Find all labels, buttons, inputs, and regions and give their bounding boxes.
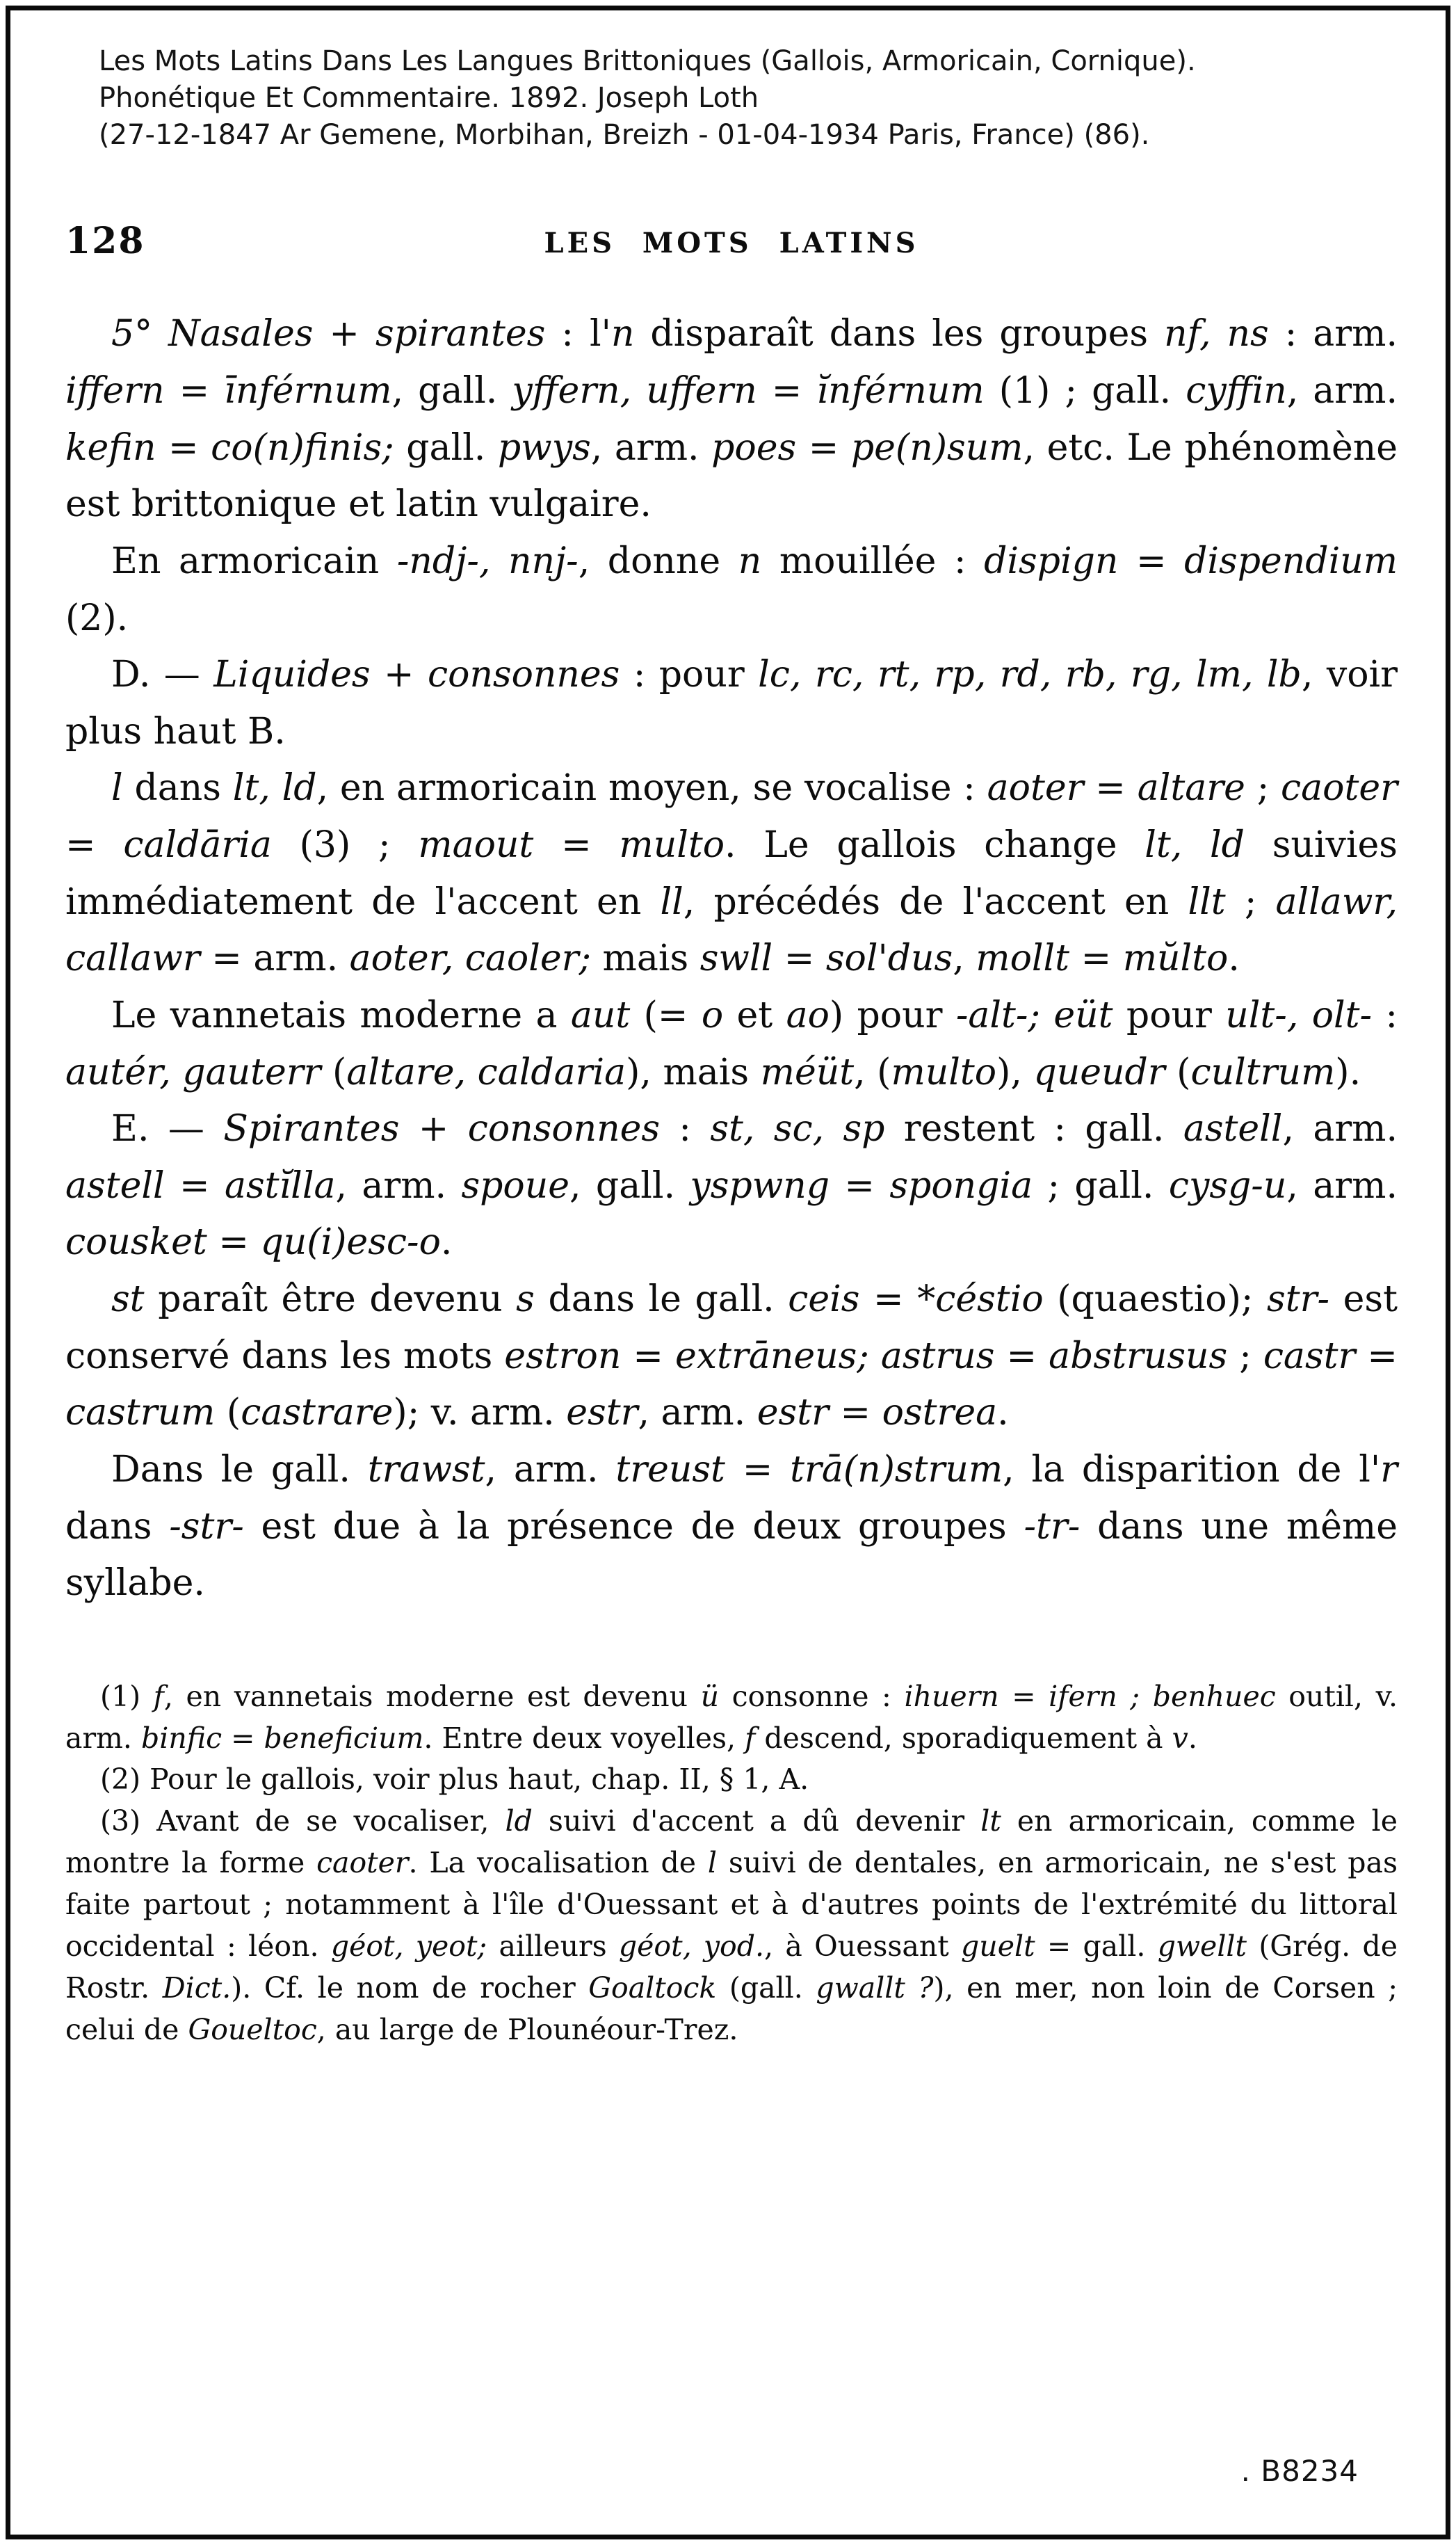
text-segment: guelt (961, 1929, 1035, 1963)
text-segment: r (1380, 1448, 1398, 1491)
text-segment: n (738, 540, 762, 582)
text-segment: astrus (880, 1335, 995, 1377)
text-segment: st, sc, sp (710, 1108, 885, 1150)
text-segment: ; (1225, 881, 1276, 923)
text-segment: benhuec (1152, 1679, 1276, 1713)
text-segment: ailleurs (487, 1929, 619, 1963)
text-segment: ; (1227, 1335, 1263, 1377)
text-segment: multo (619, 824, 725, 867)
text-segment: aoter (987, 767, 1084, 810)
text-segment: multo (891, 1051, 997, 1093)
text-segment: cousket (65, 1221, 207, 1264)
text-segment: estron (504, 1335, 622, 1377)
text-segment: restent : gall. (884, 1108, 1183, 1150)
text-segment: = (222, 1721, 264, 1755)
text-segment: ceis (788, 1278, 860, 1321)
text-segment: = (1118, 540, 1185, 582)
text-segment: castr (1263, 1335, 1356, 1377)
text-segment: . (997, 1392, 1009, 1434)
text-segment: (Grég. de Rostr. (65, 1929, 1398, 2005)
text-segment: . La vocalisation de (408, 1846, 708, 1880)
text-segment: : (1372, 994, 1398, 1036)
text-segment: ( (215, 1392, 241, 1434)
text-segment: castrum (65, 1392, 216, 1434)
text-segment: : pour (620, 654, 759, 696)
text-segment: E. — (111, 1108, 224, 1150)
text-segment: ), mais (626, 1051, 761, 1093)
text-segment: ; (1245, 767, 1281, 810)
text-segment: ; gall. (1033, 1164, 1169, 1207)
text-segment: lt, ld (1144, 824, 1245, 867)
text-segment: ( (1165, 1051, 1191, 1093)
text-segment: beneficium (264, 1721, 424, 1755)
text-segment: , gall. (391, 370, 512, 412)
text-segment: iffern (65, 370, 165, 412)
text-segment: mouillée : (761, 540, 985, 582)
text-segment: (gall. (716, 1970, 816, 2005)
text-segment: st (111, 1278, 145, 1321)
text-segment: (1) ; gall. (984, 370, 1186, 412)
text-segment: ao (786, 994, 830, 1036)
text-segment: nf, ns (1164, 313, 1269, 355)
footnote-paragraph (65, 1676, 1398, 1760)
text-segment: aoter, caoler; (349, 938, 592, 980)
text-segment: = (859, 1278, 918, 1321)
text-segment: . (1188, 1721, 1197, 1755)
text-segment: , en vannetais moderne est devenu (163, 1679, 701, 1713)
text-segment: -tr- (1024, 1505, 1081, 1548)
footnote-paragraph (65, 1801, 1398, 2050)
text-segment: altare, caldaria (346, 1051, 626, 1093)
text-segment: caldāria (123, 824, 272, 867)
text-segment: : l' (545, 313, 611, 355)
text-segment: sol'dus (825, 938, 953, 980)
text-segment: dispign (984, 540, 1119, 582)
text-segment: ihuern (904, 1679, 999, 1713)
text-segment: = (1083, 767, 1138, 810)
text-segment: (2). (65, 597, 129, 639)
body-text (65, 306, 1398, 1612)
text-segment: = (994, 1335, 1049, 1377)
text-segment: dans (122, 767, 233, 810)
text-segment: = (156, 426, 211, 469)
text-segment: dispendium (1184, 540, 1398, 582)
text-segment: cysg-u (1168, 1164, 1287, 1207)
text-segment: = (621, 1335, 675, 1377)
text-segment: mollt (976, 938, 1070, 980)
text-segment: méüt (760, 1051, 855, 1093)
text-segment: f (153, 1679, 164, 1713)
text-segment: allawr, callawr (65, 881, 1398, 980)
text-segment: lt (980, 1804, 1001, 1838)
text-segment: , arm. (638, 1392, 757, 1434)
text-segment: , etc. Le phénomène est brittonique et latin vulgaire. (65, 426, 1398, 526)
text-segment: En armoricain (111, 540, 397, 582)
text-segment: 5° Nasales + spirantes (111, 313, 546, 355)
text-segment: gwallt ? (816, 1970, 934, 2005)
text-segment: géot, yod. (618, 1929, 765, 1963)
text-segment: , précédés de l'accent en (683, 881, 1188, 923)
text-segment: l (707, 1846, 717, 1880)
text-segment: (3) ; (271, 824, 419, 867)
text-segment: en armoricain, comme le montre la forme (65, 1804, 1398, 1880)
footnotes (65, 1676, 1398, 2051)
body-paragraph (65, 760, 1398, 988)
text-segment: : (660, 1108, 711, 1150)
body-paragraph (65, 647, 1398, 760)
text-segment: altare (1137, 767, 1245, 810)
text-segment: dans le gall. (534, 1278, 788, 1321)
text-segment: (quaestio); (1043, 1278, 1268, 1321)
text-segment: abstrusus (1049, 1335, 1228, 1377)
text-segment: cyffin (1186, 370, 1287, 412)
text-segment: ld (505, 1804, 533, 1838)
text-segment: = (796, 426, 851, 469)
text-segment: , voir plus haut B. (65, 654, 1398, 753)
text-segment: = gall. (1035, 1929, 1158, 1963)
text-segment: (2) Pour le gallois, voir plus haut, chap. II, § 1, A. (100, 1763, 809, 1797)
text-segment: Dans le gall. (111, 1448, 368, 1491)
text-segment: -str- (169, 1505, 244, 1548)
text-segment: , à Ouessant (764, 1929, 962, 1963)
text-segment: *céstio (917, 1278, 1044, 1321)
text-segment: ). (1335, 1051, 1361, 1093)
header-annotation (99, 43, 1398, 153)
text-segment: = (757, 370, 817, 412)
catalog-stamp: . B8234 (1240, 2454, 1359, 2488)
text-segment: et (723, 994, 786, 1036)
text-segment: Goueltoc (188, 2012, 317, 2046)
text-segment: o (701, 994, 724, 1036)
text-segment: paraît être devenu (144, 1278, 517, 1321)
text-segment: poes (711, 426, 797, 469)
text-segment: estr (566, 1392, 638, 1434)
text-segment: = (207, 1221, 261, 1264)
text-segment: disparaît dans les groupes (634, 313, 1165, 355)
text-segment: ifern ; (1049, 1679, 1140, 1713)
text-segment: = arm. (200, 938, 350, 980)
annotation-line-title: Les Mots Latins Dans Les Langues Brittoniques (Gallois, Armoricain, Cornique). (99, 45, 1196, 77)
text-segment: ostrea (882, 1392, 998, 1434)
text-segment: extrāneus; (674, 1335, 869, 1377)
annotation-line-author: Phonétique Et Commentaire. 1892. Joseph Loth (99, 81, 759, 114)
text-segment: ll (660, 881, 683, 923)
text-segment: treust (615, 1448, 725, 1491)
text-segment: gall. (394, 426, 498, 469)
text-segment: kefin (65, 426, 156, 469)
text-segment: caoter (1281, 767, 1398, 810)
text-segment: , arm. (335, 1164, 462, 1207)
text-segment (1140, 1680, 1153, 1713)
text-segment: , en armoricain moyen, se vocalise : (316, 767, 987, 810)
text-segment: , au large de Plounéour-Trez. (316, 2012, 738, 2046)
text-segment: lc, rc, rt, rp, rd, rb, rg, lm, lb (758, 654, 1302, 696)
text-segment: est conservé dans les mots (65, 1278, 1398, 1377)
text-segment: maout (418, 824, 534, 867)
text-segment: queudr (1033, 1051, 1165, 1093)
text-segment: qu(i)esc-o (260, 1221, 441, 1264)
text-segment: = (164, 1164, 225, 1207)
text-segment: Dict. (162, 1970, 232, 2005)
page-number: 128 (65, 220, 145, 263)
text-segment: autér, gauterr (65, 1051, 321, 1093)
text-segment: v (1172, 1721, 1188, 1755)
text-segment: = (164, 370, 225, 412)
text-segment: = (1355, 1335, 1398, 1377)
text-segment: , la disparition de l' (1003, 1448, 1381, 1491)
text-segment: f (745, 1721, 756, 1755)
text-segment: spongia (889, 1164, 1033, 1207)
text-segment: suivi d'accent a dû devenir (532, 1804, 981, 1838)
running-title: LES MOTS LATINS (544, 227, 919, 260)
text-segment: Goaltock (588, 1970, 717, 2005)
text-segment: , arm. (485, 1448, 616, 1491)
body-paragraph (65, 533, 1398, 647)
text-segment: dans (65, 1505, 170, 1548)
text-segment: = (725, 1448, 791, 1491)
text-segment: , donne (578, 540, 738, 582)
text-segment: pour (1113, 994, 1226, 1036)
text-segment: -alt-; (955, 994, 1041, 1036)
text-segment: aut (570, 994, 631, 1036)
text-segment: (3) Avant de se vocaliser, (100, 1804, 505, 1838)
text-segment: . Entre deux voyelles, (423, 1721, 745, 1755)
text-segment: co(n)finis; (211, 426, 394, 469)
text-segment: caoter (316, 1846, 409, 1880)
text-segment: ü (700, 1679, 720, 1713)
text-segment: mais (591, 938, 700, 980)
text-segment: ( (321, 1051, 347, 1093)
body-paragraph (65, 1442, 1398, 1612)
text-segment: astĭlla (224, 1164, 336, 1207)
text-segment: estr (757, 1392, 829, 1434)
text-segment: spoue (461, 1164, 569, 1207)
text-segment: swll (699, 938, 773, 980)
text-segment: descend, sporadiquement à (755, 1721, 1172, 1755)
text-segment: ult-, olt- (1225, 994, 1373, 1036)
text-segment: binfic (141, 1721, 223, 1755)
text-segment: ) pour (829, 994, 956, 1036)
text-segment: . Le gallois change (725, 824, 1145, 867)
text-segment: astell (1183, 1108, 1283, 1150)
body-paragraph (65, 1101, 1398, 1271)
text-segment: = (998, 1679, 1049, 1713)
text-segment: yffern, uffern (512, 370, 757, 412)
text-segment: trawst (367, 1448, 485, 1491)
text-segment: . (1228, 938, 1240, 980)
text-segment: trā(n)strum (790, 1448, 1003, 1491)
text-segment: l (111, 767, 123, 810)
text-segment: D. — (111, 654, 214, 696)
text-segment: -ndj-, nnj- (396, 540, 579, 582)
text-segment: castrare (241, 1392, 394, 1434)
text-segment: eüt (1053, 994, 1113, 1036)
text-segment: outil, v. arm. (65, 1679, 1398, 1755)
text-segment: , (953, 938, 976, 980)
text-segment: Liquides + consonnes (213, 654, 620, 696)
footnote-paragraph (65, 1759, 1398, 1801)
body-paragraph (65, 1271, 1398, 1442)
text-segment (1040, 995, 1053, 1036)
text-segment: mŭlto (1122, 938, 1229, 980)
text-segment: suivies immédiatement de l'accent en (65, 824, 1398, 923)
text-segment: cultrum (1190, 1051, 1336, 1093)
annotation-line-dates: (27-12-1847 Ar Gemene, Morbihan, Breizh - 01-04-1934 Paris, France) (86). (99, 118, 1150, 151)
text-segment: ), (996, 1051, 1034, 1093)
text-segment: = (828, 1392, 882, 1434)
text-segment: Spirantes + consonnes (223, 1108, 661, 1150)
text-segment: ), en mer, non loin de Corsen ; celui de (65, 1970, 1398, 2046)
text-segment: consonne : (719, 1679, 905, 1713)
text-segment: dans une même syllabe. (65, 1505, 1398, 1605)
text-segment: llt (1188, 881, 1226, 923)
text-segment: s (516, 1278, 535, 1321)
text-segment: (1) (100, 1679, 154, 1713)
text-segment: ĭnférnum (816, 370, 985, 412)
text-segment: , arm. (1286, 370, 1398, 412)
text-segment: géot, yeot; (330, 1929, 487, 1963)
text-segment: = (773, 938, 826, 980)
text-segment: est due à la présence de deux groupes (243, 1505, 1024, 1548)
text-segment (869, 1335, 881, 1377)
text-segment: Le vannetais moderne a (111, 994, 571, 1036)
text-segment: (= (630, 994, 702, 1036)
body-paragraph (65, 988, 1398, 1101)
text-segment: īnférnum (224, 370, 392, 412)
text-segment: suivi de dentales, en armoricain, ne s'est pas faite partout ; notamment à l'île d'Ouessant et à d'autres points de l'extrémité du littoral occidental : léon. (65, 1846, 1398, 1963)
page-header (65, 220, 1398, 270)
text-segment: , gall. (569, 1164, 690, 1207)
text-segment: n (610, 313, 635, 355)
text-segment: astell (65, 1164, 165, 1207)
text-segment: lt, ld (232, 767, 317, 810)
body-paragraph (65, 306, 1398, 533)
text-segment: : arm. (1268, 313, 1398, 355)
text-segment: pwys (497, 426, 591, 469)
text-segment: ). Cf. le nom de rocher (231, 1970, 589, 2005)
text-segment: = (1069, 938, 1123, 980)
text-segment: pe(n)sum (850, 426, 1024, 469)
text-segment: ); v. arm. (393, 1392, 567, 1434)
text-segment: , arm. (1282, 1108, 1398, 1150)
text-segment: , arm. (1286, 1164, 1398, 1207)
text-segment: = (830, 1164, 890, 1207)
text-segment: gwellt (1157, 1929, 1247, 1963)
text-segment: , arm. (590, 426, 712, 469)
text-segment: yspwng (690, 1164, 830, 1207)
text-segment: , ( (854, 1051, 891, 1093)
text-segment: = (533, 824, 620, 867)
text-segment: = (65, 824, 124, 867)
text-segment: str- (1267, 1278, 1330, 1321)
text-segment: . (440, 1221, 453, 1264)
